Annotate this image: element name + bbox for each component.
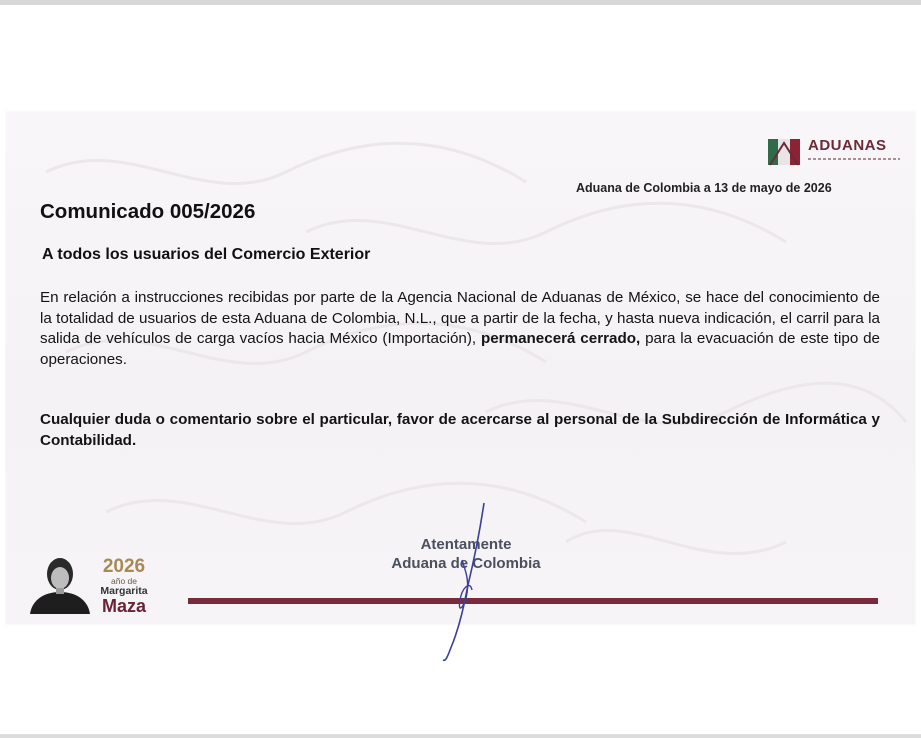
closing-line-2: Aduana de Colombia <box>391 554 541 572</box>
year-badge <box>96 557 152 615</box>
year-surname: Maza <box>101 596 146 616</box>
scan-border-top <box>0 0 921 5</box>
paragraph-notice-end: para la evacuación de este tipo de operaciones. <box>40 330 880 368</box>
logo-subtitle-line <box>808 158 900 160</box>
paragraph-notice-start: En relación a instrucciones recibidas por parte de la Agencia Nacional de Aduanas de México, se hace del conocimiento de la totalidad de usuarios de esta Aduana de Colombia, N.L., que a partir de la fecha, y hasta nueva indicación, el carril para la salida de vehículos de carga vacíos hacia México (Importación), <box>40 289 880 347</box>
year-of-label: año de <box>111 576 137 586</box>
logo-title: ADUANAS <box>808 137 887 154</box>
document-title: Comunicado 005/2026 <box>40 200 256 223</box>
margarita-maza-portrait <box>26 552 94 614</box>
paragraph-contact: Cualquier duda o comentario sobre el particular, favor de acercarse al personal de la Subdirección de Informática y Contabilidad. <box>40 411 880 449</box>
closing-line-1: Atentamente <box>420 536 512 553</box>
aduanas-emblem-icon <box>768 137 802 167</box>
aduanas-logo <box>768 137 900 167</box>
paragraph-notice-bold: permanecerá cerrado, <box>480 330 641 347</box>
footer-divider-bar <box>188 598 878 604</box>
document-subtitle: A todos los usuarios del Comercio Exterior <box>42 246 371 263</box>
document-page <box>6 112 915 624</box>
paragraph-notice <box>40 288 880 370</box>
year-number: 2026 <box>102 556 146 577</box>
document-date: Aduana de Colombia a 13 de mayo de 2026 <box>576 181 832 195</box>
closing-block <box>366 536 566 573</box>
year-name: Margarita <box>100 585 148 597</box>
scan-border-bottom <box>0 734 921 738</box>
